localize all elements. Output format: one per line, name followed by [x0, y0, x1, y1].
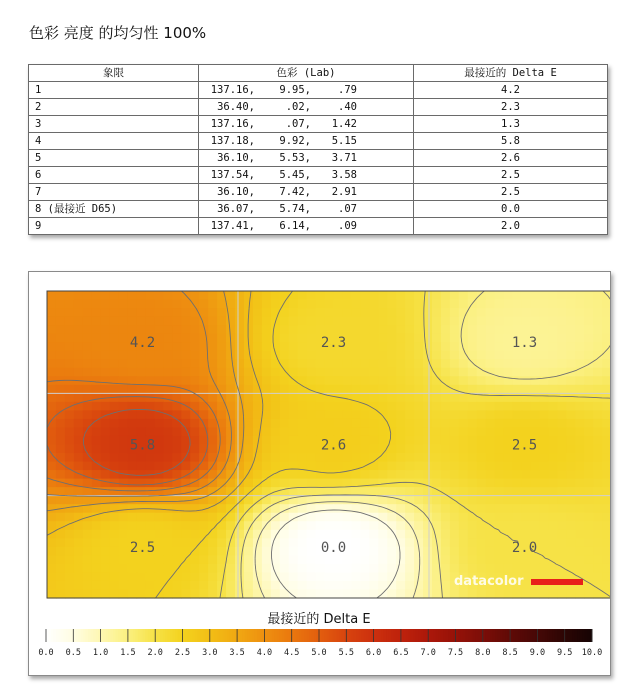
table-row [29, 82, 608, 99]
table-row [29, 201, 608, 218]
lab-cell [199, 184, 414, 201]
lab-b-value: .79 [338, 83, 357, 96]
quadrant-cell: 1 [29, 82, 199, 99]
colorbar-tick-label: 0.5 [65, 648, 81, 658]
colorbar-tick-label: 2.0 [147, 648, 163, 658]
colorbar-tick-label: 10.0 [581, 648, 603, 658]
col-header-quadrant: 象限 [29, 65, 199, 82]
colorbar-tick-label: 8.5 [502, 648, 518, 658]
table-row [29, 218, 608, 235]
colorbar-tick-label: 5.5 [338, 648, 354, 658]
lab-b-value: 1.42 [331, 117, 357, 130]
colorbar-tick-label: 2.5 [174, 648, 191, 658]
colorbar-title: 最接近的 Delta E [267, 612, 371, 627]
colorbar-tick-label: 9.0 [529, 648, 546, 658]
cell-value-label: 2.5 [511, 437, 538, 454]
table-row [29, 99, 608, 116]
table-row [29, 184, 608, 201]
delta-e-cell: 0.0 [414, 201, 608, 218]
lab-a-value: 5.45, [279, 168, 311, 181]
delta-e-cell: 4.2 [414, 82, 608, 99]
lab-a-value: .02, [285, 100, 311, 113]
delta-e-cell: 2.5 [414, 167, 608, 184]
cell-value-label: 2.0 [511, 539, 538, 556]
lab-a-value: 6.14, [279, 219, 311, 232]
delta-e-cell: 1.3 [414, 116, 608, 133]
cell-value-label: 5.8 [129, 437, 156, 454]
lab-l-value: 137.41, [210, 219, 255, 232]
lab-cell [199, 82, 414, 99]
lab-l-value: 137.18, [210, 134, 255, 147]
cell-value-label: 2.5 [129, 539, 156, 556]
colorbar-tick-label: 4.0 [256, 648, 273, 658]
colorbar-tick-label: 9.5 [557, 648, 573, 658]
table-row [29, 150, 608, 167]
uniformity-map-card [28, 271, 611, 676]
lab-a-value: .07, [285, 117, 311, 130]
colorbar-tick-label: 8.0 [475, 648, 491, 658]
colorbar-tick-label: 3.5 [229, 648, 245, 658]
colorbar-tick-label: 1.0 [92, 648, 109, 658]
table-row [29, 167, 608, 184]
table-header-row [29, 65, 608, 82]
colorbar-tick-label: 4.5 [284, 648, 300, 658]
quadrant-cell: 8 (最接近 D65) [29, 201, 199, 218]
lab-b-value: 3.58 [331, 168, 357, 181]
colorbar-tick-label: 3.0 [202, 648, 218, 658]
quadrant-cell: 5 [29, 150, 199, 167]
lab-b-value: 5.15 [331, 134, 357, 147]
lab-a-value: 5.53, [279, 151, 311, 164]
colorbar-tick-label: 7.5 [447, 648, 464, 658]
quadrant-cell: 6 [29, 167, 199, 184]
table-row [29, 116, 608, 133]
lab-cell [199, 133, 414, 150]
page-title: 色彩 亮度 的均匀性 100% [29, 24, 207, 42]
lab-a-value: 9.95, [279, 83, 311, 96]
lab-a-value: 9.92, [279, 134, 311, 147]
lab-l-value: 137.16, [210, 83, 255, 96]
cell-value-label: 2.6 [320, 437, 347, 454]
col-header-lab: 色彩 (Lab) [199, 65, 414, 82]
lab-cell [199, 167, 414, 184]
quadrant-cell: 3 [29, 116, 199, 133]
quadrant-cell: 4 [29, 133, 199, 150]
lab-l-value: 36.40, [217, 100, 255, 113]
quadrant-cell: 9 [29, 218, 199, 235]
cell-value-label: 0.0 [320, 539, 347, 556]
cell-value-label: 1.3 [511, 335, 538, 352]
delta-e-cell: 5.8 [414, 133, 608, 150]
delta-e-cell: 2.0 [414, 218, 608, 235]
lab-l-value: 137.54, [210, 168, 255, 181]
lab-cell [199, 201, 414, 218]
lab-b-value: 2.91 [331, 185, 357, 198]
colorbar-tick-label: 5.0 [311, 648, 327, 658]
colorbar-tick-label: 0.0 [38, 648, 54, 658]
lab-b-value: .07 [338, 202, 357, 215]
delta-e-table [28, 64, 608, 235]
delta-e-cell: 2.5 [414, 184, 608, 201]
cell-value-label: 2.3 [320, 335, 347, 352]
datacolor-watermark: datacolor [454, 574, 524, 589]
colorbar-tick-label: 7.0 [420, 648, 436, 658]
delta-e-cell: 2.3 [414, 99, 608, 116]
lab-cell [199, 116, 414, 133]
lab-l-value: 36.10, [217, 185, 255, 198]
col-header-delta-e: 最接近的 Delta E [414, 65, 608, 82]
lab-l-value: 137.16, [210, 117, 255, 130]
quadrant-cell: 7 [29, 184, 199, 201]
colorbar-tick-label: 6.5 [393, 648, 409, 658]
delta-e-cell: 2.6 [414, 150, 608, 167]
colorbar-tick-label: 6.0 [365, 648, 382, 658]
lab-b-value: 3.71 [331, 151, 357, 164]
lab-a-value: 5.74, [279, 202, 311, 215]
lab-l-value: 36.07, [217, 202, 255, 215]
lab-l-value: 36.10, [217, 151, 255, 164]
lab-b-value: .40 [338, 100, 357, 113]
lab-cell [199, 218, 414, 235]
brand-bar [531, 579, 583, 585]
lab-b-value: .09 [338, 219, 357, 232]
cell-value-label: 4.2 [129, 335, 156, 352]
uniformity-map [29, 272, 610, 675]
quadrant-cell: 2 [29, 99, 199, 116]
table-row [29, 133, 608, 150]
colorbar-tick-label: 1.5 [120, 648, 136, 658]
lab-cell [199, 99, 414, 116]
lab-cell [199, 150, 414, 167]
lab-a-value: 7.42, [279, 185, 311, 198]
